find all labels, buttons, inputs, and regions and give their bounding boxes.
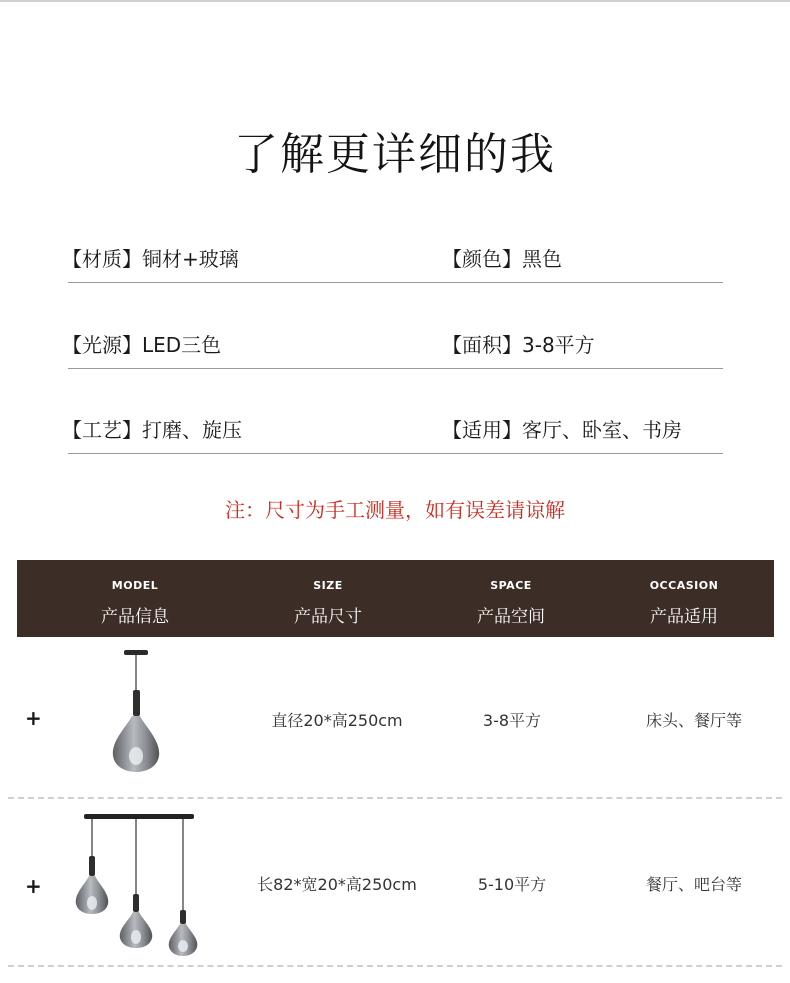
measurement-note: 注：尺寸为手工测量，如有误差请谅解 <box>225 498 565 522</box>
header-model-cn: 产品信息 <box>101 607 169 627</box>
spec-color: 【颜色】黑色 <box>442 247 562 271</box>
occasion-cell: 床头、餐厅等 <box>645 711 742 730</box>
header-size-en: SIZE <box>313 579 343 592</box>
header-space-cn: 产品空间 <box>477 607 545 627</box>
top-divider <box>0 0 790 2</box>
spec-craft: 【工艺】打磨、旋压 <box>62 418 242 442</box>
header-space-en: SPACE <box>490 579 532 592</box>
row-divider <box>8 797 782 799</box>
triple-pendant-lamp-image <box>70 810 210 965</box>
size-cell: 长82*宽20*高250cm <box>257 875 417 894</box>
space-cell: 3-8平方 <box>482 711 542 730</box>
single-pendant-lamp-image <box>105 646 175 776</box>
occasion-cell: 餐厅、吧台等 <box>645 875 742 894</box>
spec-row-2 <box>62 329 723 369</box>
lamp-shade <box>76 856 108 914</box>
header-occasion-en: OCCASION <box>649 579 719 592</box>
spec-light-source: 【光源】LED三色 <box>62 333 222 357</box>
space-cell: 5-10平方 <box>477 875 547 894</box>
header-size-cn: 产品尺寸 <box>294 607 362 627</box>
header-occasion-cn: 产品适用 <box>650 607 718 627</box>
lamp-shade <box>169 910 198 956</box>
spec-row-1 <box>62 243 723 283</box>
header-model-en: MODEL <box>111 579 159 592</box>
spec-divider <box>68 453 723 454</box>
expand-plus-icon[interactable]: + <box>25 874 42 898</box>
spec-divider <box>68 368 723 369</box>
lamp-shade <box>120 894 152 948</box>
spec-usage: 【适用】客厅、卧室、书房 <box>442 418 682 442</box>
spec-row-3 <box>62 414 723 454</box>
expand-plus-icon[interactable]: + <box>25 706 42 730</box>
spec-area: 【面积】3-8平方 <box>442 333 595 357</box>
spec-material: 【材质】铜材+玻璃 <box>62 247 239 271</box>
table-header <box>17 560 774 637</box>
size-cell: 直径20*高250cm <box>271 711 403 730</box>
row-divider <box>8 965 782 967</box>
spec-divider <box>68 282 723 283</box>
page-title: 了解更详细的我 <box>234 129 556 180</box>
